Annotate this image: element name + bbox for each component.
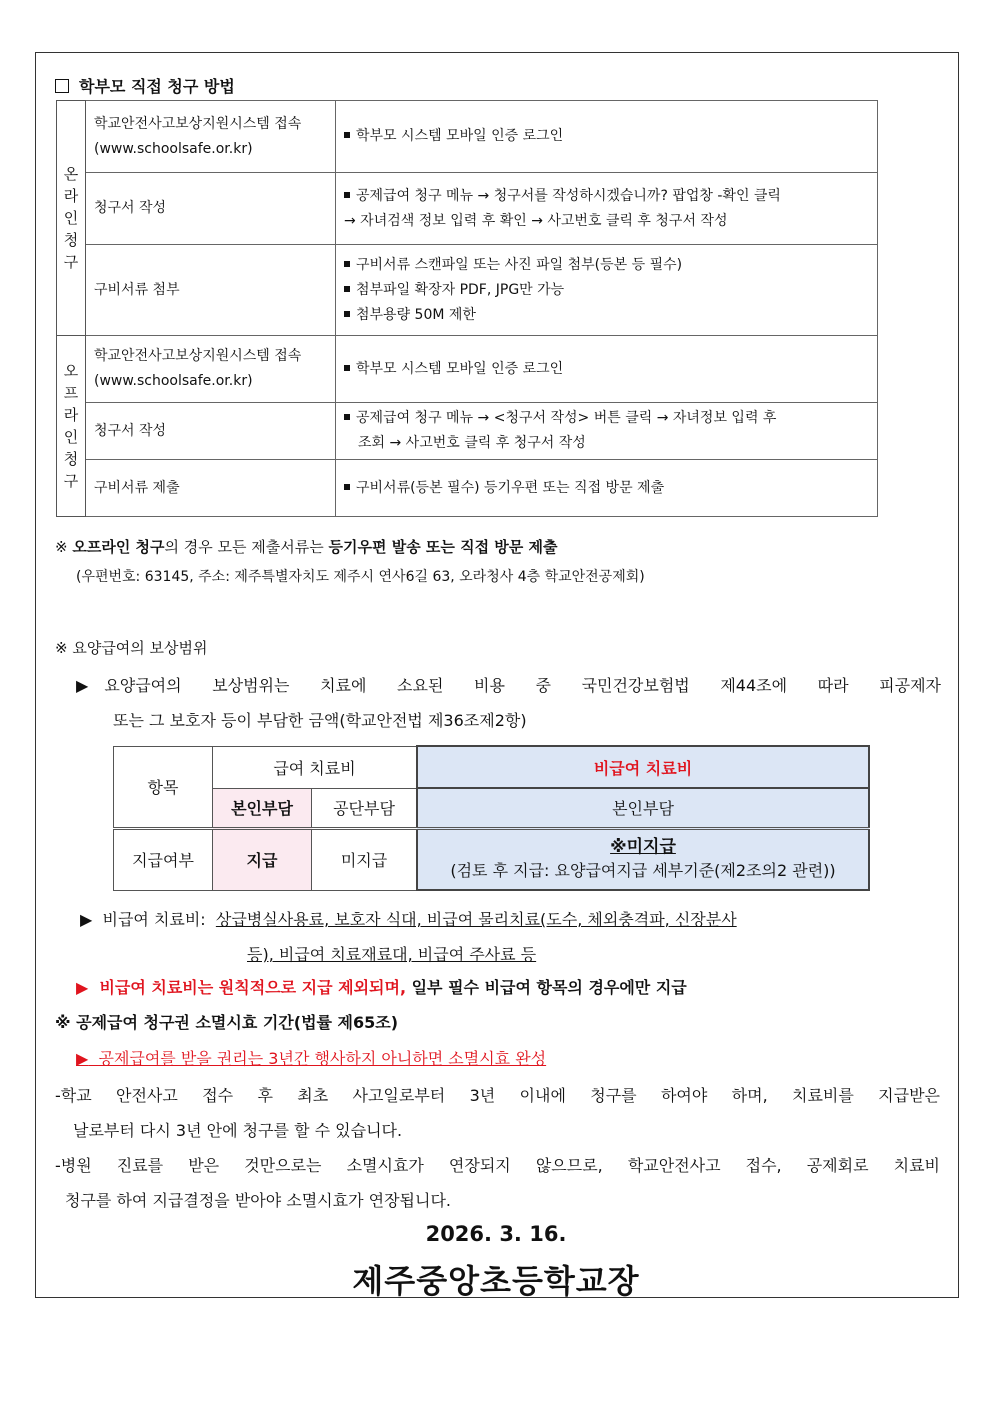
section-title: 학부모 직접 청구 방법: [55, 74, 235, 97]
covered-header: 급여 치료비: [213, 746, 418, 788]
online-desc-attach: 구비서류 스캔파일 또는 사진 파일 첨부(등본 등 필수) 첨부파일 확장자 PDF, JPG만 가능 첨부용량 50M 제한: [336, 245, 878, 336]
offline-group-label: 오 프 라 인 청 구: [57, 336, 86, 517]
covered-public-header: 공단부담: [312, 788, 418, 828]
online-step-access: 학교안전사고보상지원시스템 접속 (www.schoolsafe.or.kr): [86, 101, 336, 173]
document-date: 2026. 3. 16.: [425, 1222, 567, 1246]
checkbox-square-icon: [55, 79, 69, 93]
offline-step-write: 청구서 작성: [86, 403, 336, 460]
covered-self-header: 본인부담: [213, 788, 312, 828]
offline-desc-write: 공제급여 청구 메뉴 → <청구서 작성> 버튼 클릭 → 자녀정보 입력 후 조회 → 사고번호 클릭 후 청구서 작성: [336, 403, 878, 460]
offline-desc-access: 학부모 시스템 모바일 인증 로그인: [336, 336, 878, 403]
item-header: 항목: [114, 746, 213, 828]
covered-public-pay: 미지급: [312, 828, 418, 890]
offline-address: (우편번호: 63145, 주소: 제주특별자치도 제주시 연사6길 63, 오라청사 4층 학교안전공제회): [76, 569, 645, 585]
limitation-rule: ▶ 공제급여를 받을 권리는 3년간 행사하지 아니하면 소멸시효 완성: [76, 1049, 547, 1068]
online-desc-access: 학부모 시스템 모바일 인증 로그인: [336, 101, 878, 173]
noncovered-rule: ▶ 비급여 치료비는 원칙적으로 지급 제외되며, 일부 필수 비급여 항목의 경우에만 지급: [76, 978, 687, 997]
noncovered-self-header: 본인부담: [417, 788, 869, 828]
online-group-label: 온 라 인 청 구: [57, 101, 86, 336]
noncovered-pay: ※미지급 (검토 후 지급: 요양급여지급 세부기준(제2조의2 관련)): [417, 828, 869, 890]
noncovered-header: 비급여 치료비: [417, 746, 869, 788]
covered-self-pay: 지급: [213, 828, 312, 890]
claim-method-table: [56, 100, 878, 517]
scope-title: ※ 요양급여의 보상범위: [55, 639, 208, 657]
online-step-attach: 구비서류 첨부: [86, 245, 336, 336]
online-step-write: 청구서 작성: [86, 173, 336, 245]
online-desc-write: 공제급여 청구 메뉴 → 청구서를 작성하시겠습니까? 팝업창 -확인 클릭 → 자녀검색 정보 입력 후 확인 → 사고번호 클릭 후 청구서 작성: [336, 173, 878, 245]
offline-note: ※ 오프라인 청구의 경우 모든 제출서류는 등기우편 발송 또는 직접 방문 제출: [55, 538, 558, 556]
signer-name: 제주중앙초등학교장: [352, 1262, 640, 1300]
offline-desc-submit: 구비서류(등본 필수) 등기우편 또는 직접 방문 제출: [336, 460, 878, 517]
coverage-table: [113, 745, 870, 891]
limitation-paragraph-1: -학교 안전사고 접수 후 최초 사고일로부터 3년 이내에 청구를 하여야 하며, 치료비를 지급받은 날로부터 다시 3년 안에 청구를 할 수 있습니다.: [55, 1086, 940, 1140]
scope-paragraph: ▶ 요양급여의 보상범위는 치료에 소요된 비용 중 국민건강보험법 제44조에 따라 피공제자 또는 그 보호자 등이 부담한 금액(학교안전법 제36조제2항): [76, 676, 941, 730]
offline-step-access: 학교안전사고보상지원시스템 접속 (www.schoolsafe.or.kr): [86, 336, 336, 403]
offline-step-submit: 구비서류 제출: [86, 460, 336, 517]
limitation-paragraph-2: -병원 진료를 받은 것만으로는 소멸시효가 연장되지 않으므로, 학교안전사고 접수, 공제회로 치료비 청구를 하여 지급결정을 받아야 소멸시효가 연장됩니다.: [55, 1156, 940, 1210]
noncovered-items: ▶ 비급여 치료비: 상급병실사용료, 보호자 식대, 비급여 물리치료(도수, 체외충격파, 신장분사 등), 비급여 치료재료대, 비급여 주사료 등: [80, 910, 737, 964]
limitation-title: ※ 공제급여 청구권 소멸시효 기간(법률 제65조): [55, 1013, 399, 1032]
pay-label: 지급여부: [114, 828, 213, 890]
